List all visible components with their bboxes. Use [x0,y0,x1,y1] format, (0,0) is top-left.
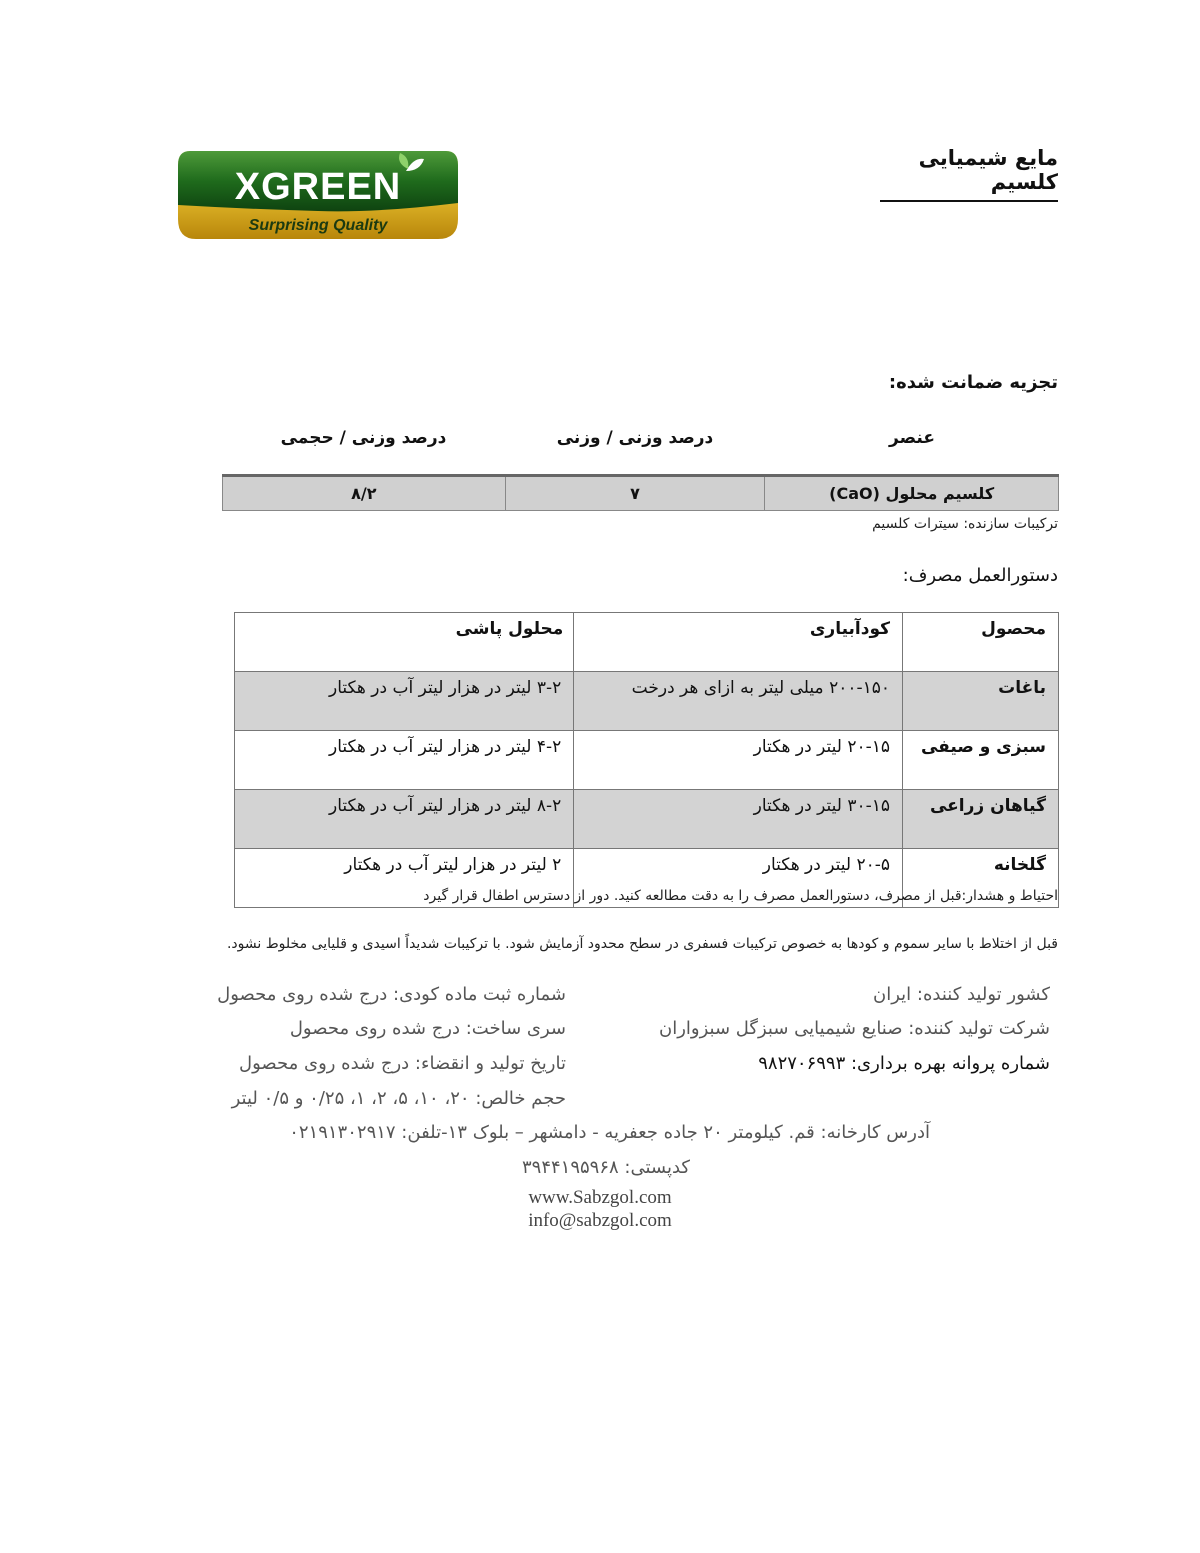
logo-tagline: Surprising Quality [248,217,388,234]
website-link[interactable]: www.Sabzgol.com [528,1187,672,1208]
usage-fertigation: ۳۰-۱۵ لیتر در هکتار [574,790,903,849]
analysis-table [222,474,1059,511]
usage-table [234,612,1059,908]
usage-fertigation: ۲۰-۱۵ لیتر در هکتار [574,731,903,790]
usage-crop: سبزی و صیفی [903,731,1059,790]
document-title: مایع شیمیایی کلسیم [880,146,1058,202]
analysis-header-element: عنصر [889,428,935,448]
table-row [235,790,1059,849]
registration-number: شماره ثبت ماده کودی: درج شده روی محصول [217,984,566,1005]
factory-address: آدرس کارخانه: قم. کیلومتر ۲۰ جاده جعفریه - دامشهر – بلوک ۱۳-تلفن: ۰۲۱۹۱۳۰۲۹۱۷ [289,1122,930,1143]
usage-crop: باغات [903,672,1059,731]
email-link[interactable]: info@sabzgol.com [528,1210,672,1231]
usage-header-product: محصول [903,613,1059,672]
analysis-cell-element: کلسیم محلول (CaO) [765,476,1059,511]
components-text: ترکیبات سازنده: سیترات کلسیم [872,516,1058,532]
analysis-heading: تجزیه ضمانت شده: [888,372,1058,393]
country-of-origin: کشور تولید کننده: ایران [873,984,1050,1005]
manufacturer: شرکت تولید کننده: صنایع شیمیایی سبزگل سبزواران [659,1018,1050,1039]
postal-code: کدپستی: ۳۹۴۴۱۹۵۹۶۸ [522,1157,690,1178]
usage-foliar: ۴-۲ لیتر در هزار لیتر آب در هکتار [235,731,574,790]
analysis-cell-ww: ۷ [505,476,765,511]
xgreen-logo [176,147,460,243]
production-expiry-date: تاریخ تولید و انقضاء: درج شده روی محصول [239,1053,566,1074]
net-volume: حجم خالص: ۲۰، ۱۰، ۵، ۲، ۱، ۰/۲۵ و ۰/۵ لیتر [231,1088,566,1109]
usage-crop: گلخانه [903,849,1059,908]
usage-crop: گیاهان زراعی [903,790,1059,849]
table-header-row [235,613,1059,672]
usage-fertigation: ۲۰۰-۱۵۰ میلی لیتر به ازای هر درخت [574,672,903,731]
logo-brand: XGREEN [234,166,402,208]
mixing-warning-text: قبل از اختلاط با سایر سموم و کودها به خصوص ترکیبات فسفری در سطح محدود آزمایش شود. با ترکیبات شدیداً اسیدی و قلیایی مخلوط نشود. [226,936,1058,952]
table-row [235,731,1059,790]
usage-header-fertigation: کودآبیاری [574,613,903,672]
table-row [235,672,1059,731]
table-row [223,476,1059,511]
warning-text: احتیاط و هشدار:قبل از مصرف، دستورالعمل مصرف را به دقت مطالعه کنید. دور از دسترس اطفال قرار گیرد [423,888,1058,904]
usage-foliar: ۲ لیتر در هزار لیتر آب در هکتار [235,849,574,908]
analysis-header-wv: درصد وزنی / حجمی [280,428,447,448]
usage-foliar: ۸-۲ لیتر در هزار لیتر آب در هکتار [235,790,574,849]
batch-number: سری ساخت: درج شده روی محصول [289,1018,566,1039]
usage-header-foliar: محلول پاشی [235,613,574,672]
usage-foliar: ۳-۲ لیتر در هزار لیتر آب در هکتار [235,672,574,731]
analysis-header-ww: درصد وزنی / وزنی [556,428,714,448]
usage-heading: دستورالعمل مصرف: [902,565,1058,586]
analysis-cell-wv: ۸/۲ [223,476,506,511]
usage-fertigation: ۲۰-۵ لیتر در هکتار [574,849,903,908]
operation-license: شماره پروانه بهره برداری: ۹۸۲۷۰۶۹۹۳ [758,1053,1050,1074]
